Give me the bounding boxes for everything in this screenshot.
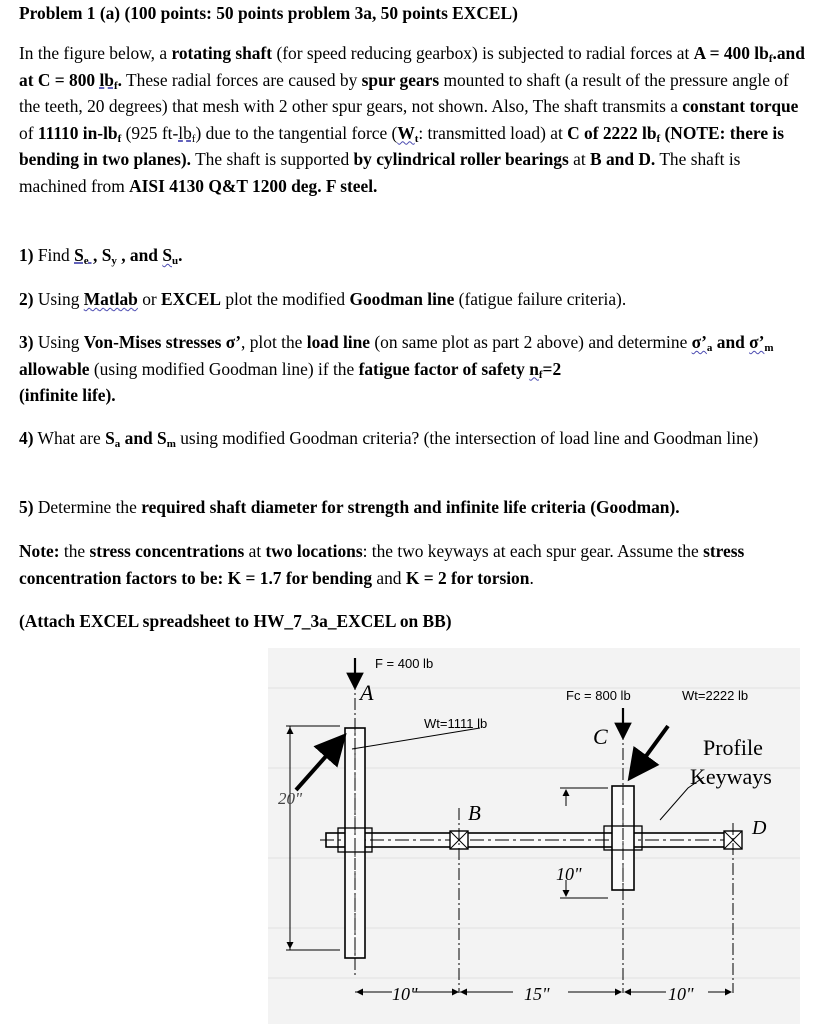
label-wt2222: Wt=2222 lb xyxy=(682,688,749,703)
label-c: C xyxy=(593,724,608,749)
wt-symbol: $W_t$ xyxy=(397,122,419,145)
label-d: D xyxy=(752,817,767,839)
text-run: due to the tangential force ( xyxy=(201,122,398,143)
question-4: 4) What are $S_a$ and $S_m$ using modified Goodman criteria? (the intersection of load line and Goodman line) xyxy=(19,428,759,450)
text-run: (for speed reducing gearbox) is subjected to radial forces at xyxy=(272,43,694,63)
attach-instruction: (Attach EXCEL spreadsheet to HW_7_3a_EXCEL on BB) xyxy=(19,611,452,631)
label-dim-15: 15" xyxy=(524,984,550,1004)
label-wt1111: Wt=1111 lb xyxy=(424,716,488,731)
bearing-b xyxy=(450,808,468,993)
shaft-diagram xyxy=(268,648,800,1024)
question-5: 5) Determine the required shaft diameter for strength and infinite life criteria (Goodman). xyxy=(19,497,680,517)
label-keyways: Keyways xyxy=(690,764,772,789)
shaft xyxy=(320,833,738,847)
wt1111-leader xyxy=(352,728,480,749)
torque-value: 11110 $in-lb_f$ xyxy=(37,122,122,145)
question-2: 2) Using Matlab or EXCEL plot the modified Goodman line (fatigue failure criteria). xyxy=(19,289,627,309)
text-run: of xyxy=(19,122,38,143)
text-run: at xyxy=(568,149,591,169)
wt-a-arrow xyxy=(296,736,344,790)
text-run: mounted to shaft (a result of the pressure angle of the teeth, 20 degrees) that mesh with 2 other spur gears, not shown. Also, The shaft transmits a xyxy=(19,69,789,116)
label-b: B xyxy=(468,801,481,825)
question-1: 1) Find $S_e$ , $S_y$ , and $S_u$. xyxy=(19,245,183,267)
text-run: rotating shaft xyxy=(171,43,273,63)
bearing-d xyxy=(724,823,742,993)
label-a: A xyxy=(360,680,374,705)
label-dim-10-a: 10" xyxy=(392,984,418,1004)
text-run: spur gears xyxy=(361,69,440,90)
text-run: In the figure below, a xyxy=(19,43,172,63)
text-run: These radial forces are caused by xyxy=(121,69,362,90)
shaft-figure xyxy=(268,648,800,1024)
gear-a xyxy=(338,658,372,978)
label-fc: Fc = 800 lb xyxy=(566,688,631,703)
intro-paragraph xyxy=(19,40,811,199)
text-run: : transmitted load) at xyxy=(418,122,568,143)
text-run: B and D. xyxy=(590,149,656,169)
note-block: Note: the stress concentrations at two locations: the two keyways at each spur gear. Assume the stress concentration factors to be: K = 1.7 for bending and K = 2 for torsion. xyxy=(19,541,745,588)
text-run: constant torque xyxy=(682,96,799,116)
text-run: The shaft is machined from xyxy=(19,149,741,196)
c-force: C of 2222 $lb_f$ (NOTE: there is bending in two planes). xyxy=(19,122,784,169)
label-profile: Profile xyxy=(703,735,763,760)
text-run: AISI 4130 Q&T 1200 deg. F steel. xyxy=(129,175,378,196)
wt-c-arrow xyxy=(630,726,668,778)
force-a: A = 400 $lb_f.and$ at C = 800 $lb_f$. xyxy=(19,43,805,92)
label-dim-10-b: 10" xyxy=(668,984,694,1004)
problem-title: Problem 1 (a) (100 points: 50 points problem 3a, 50 points EXCEL) xyxy=(19,3,518,23)
text-run: by cylindrical roller bearings xyxy=(353,149,569,169)
label-dim-20: 20" xyxy=(278,789,303,808)
text-run: The shaft is supported xyxy=(191,149,354,169)
label-f: F = 400 lb xyxy=(375,656,434,671)
label-dim-10-mid: 10" xyxy=(556,864,582,884)
question-3: 3) Using Von-Mises stresses σ’, plot the load line (on same plot as part 2 above) and determine $\sigma’_a$ and $\sigma’_m$ allowable (using modified Goodman line) if the fatigue factor of safety $n_f=2$ (infinite life). xyxy=(19,332,774,405)
torque-ft: (925 $ft-lb_f$) xyxy=(121,122,202,145)
